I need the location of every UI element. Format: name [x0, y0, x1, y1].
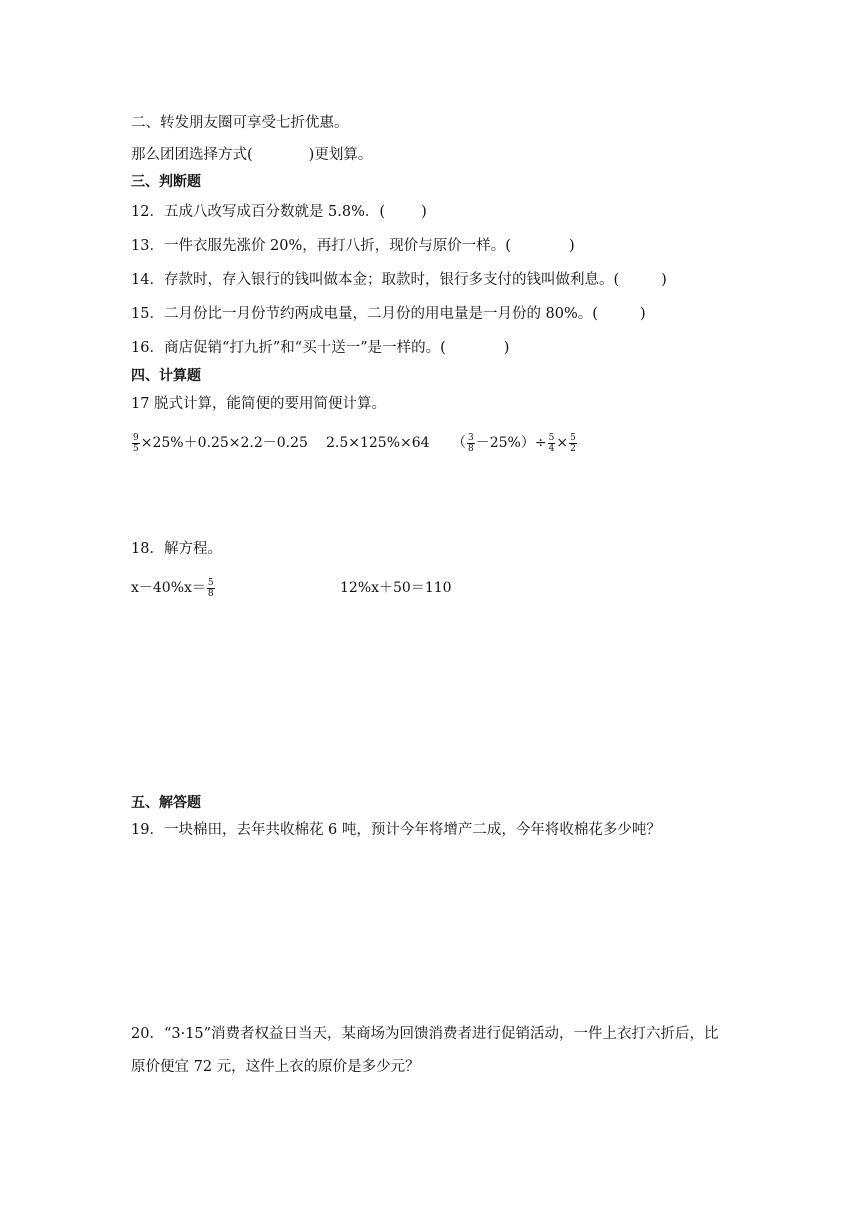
- question-text: 存款时，存入银行的钱叫做本金；取款时，银行多支付的钱叫做利息。(: [163, 272, 620, 288]
- question-number: 14．: [131, 272, 164, 288]
- expression-3: [452, 431, 578, 455]
- equation-1: [131, 576, 216, 600]
- option-two-text: 二、转发朋友圈可享受七折优惠。: [131, 115, 349, 131]
- question-text: 商店促销“打九折”和“买十送一”是一样的。(: [163, 340, 446, 356]
- expression-3-mid: －25%）÷: [475, 435, 547, 451]
- question-18-prompt: 18．解方程。: [131, 541, 222, 557]
- question-12: [131, 202, 427, 222]
- question-14: [131, 270, 667, 290]
- bracket-close: ): [421, 204, 427, 220]
- expression-1-rest: ×25%＋0.25×2.2－0.25: [140, 435, 308, 451]
- fraction-denominator: 2: [570, 443, 576, 454]
- fraction-denominator: 5: [133, 443, 139, 454]
- question-13: [131, 236, 575, 256]
- question-11-text-before: 那么团团选择方式(: [131, 147, 253, 163]
- fraction-9-5: [132, 433, 140, 454]
- question-text: 二月份比一月份节约两成电量，二月份的用电量是一月份的 80%。(: [163, 306, 598, 322]
- question-number: 15．: [131, 306, 164, 322]
- fraction-5-4: [548, 433, 556, 454]
- fraction-denominator: 4: [548, 443, 555, 454]
- question-20-line-1: 20．“3·15”消费者权益日当天，某商场为回馈消费者进行促销活动，一件上衣打六折后，比: [131, 1026, 719, 1042]
- question-19: 19．一块棉田，去年共收棉花 6 吨，预计今年将增产二成，今年将收棉花多少吨？: [131, 822, 661, 838]
- question-number: 13．: [131, 238, 164, 254]
- section-title-calculation: 四、计算题: [131, 368, 201, 384]
- fraction-5-2: [569, 433, 577, 454]
- expression-1: [131, 431, 308, 455]
- bracket-close: ): [639, 306, 646, 322]
- question-20-line-2: 原价便宜 72 元，这件上衣的原价是多少元？: [131, 1059, 420, 1075]
- fraction-denominator: 8: [207, 588, 214, 599]
- question-number: 16．: [131, 340, 164, 356]
- fraction-numerator: 5: [570, 432, 576, 443]
- question-16: [131, 338, 509, 358]
- paren-open: （: [452, 435, 466, 451]
- question-text: 一件衣服先涨价 20%，再打八折，现价与原价一样。(: [163, 238, 511, 254]
- fraction-3-8: [467, 433, 475, 454]
- expression-2: 2.5×125%×64: [326, 435, 430, 451]
- question-text: 五成八改写成百分数就是 5.8%．(: [163, 204, 386, 220]
- section-title-judgement: 三、判断题: [131, 174, 201, 190]
- question-15: [131, 304, 646, 324]
- fraction-numerator: 5: [207, 577, 214, 588]
- equation-1-left: x－40%x＝: [131, 580, 206, 596]
- section-title-word-problems: 五、解答题: [131, 795, 201, 811]
- times-sign: ×: [556, 435, 569, 451]
- bracket-close: ): [661, 272, 667, 288]
- bracket-close: ): [503, 340, 510, 356]
- equation-2: 12%x＋50＝110: [340, 580, 452, 596]
- fraction-numerator: 9: [133, 432, 139, 443]
- question-17-prompt: 17 脱式计算，能简便的要用简便计算。: [131, 396, 387, 412]
- fraction-denominator: 8: [468, 443, 474, 454]
- question-11-conclusion: [131, 145, 372, 165]
- question-number: 12．: [131, 204, 164, 220]
- fraction-5-8: [207, 578, 215, 599]
- bracket-close: ): [568, 238, 575, 254]
- fraction-numerator: 5: [548, 432, 555, 443]
- fraction-numerator: 3: [468, 432, 474, 443]
- question-11-text-after: )更划算。: [308, 147, 373, 163]
